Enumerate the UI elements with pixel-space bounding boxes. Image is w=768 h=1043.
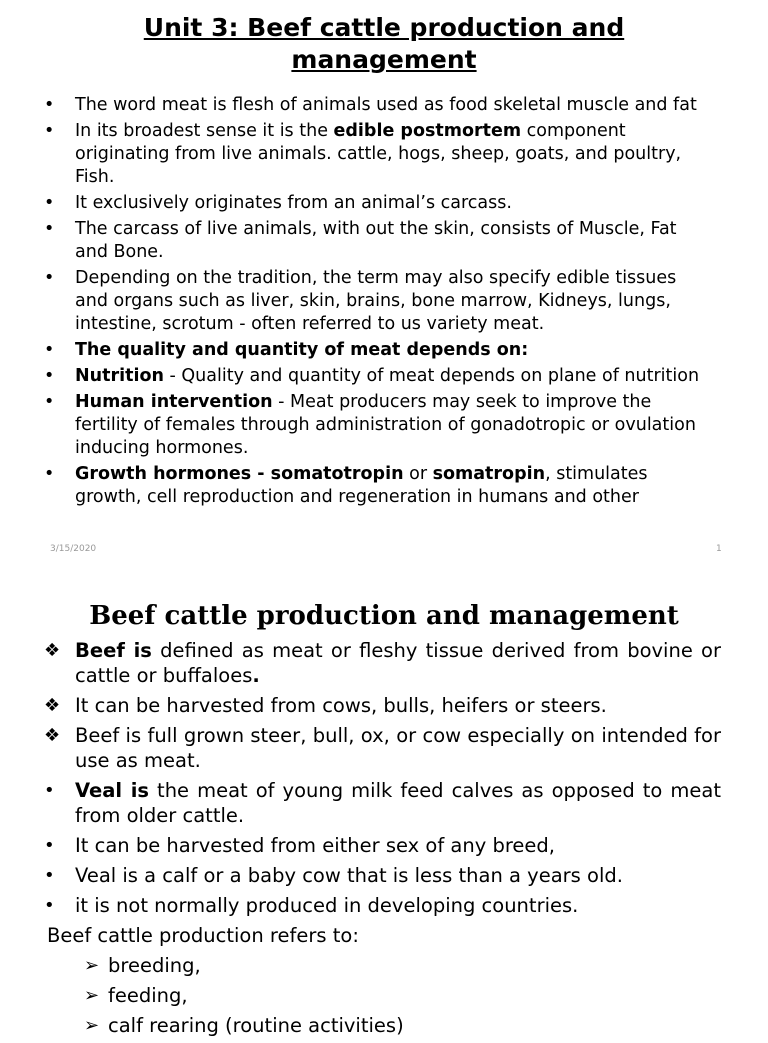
slide-number: 1 — [716, 544, 722, 554]
slide-1-title-line-2: management — [291, 45, 477, 74]
diamond-bullet-icon: ❖ — [44, 640, 61, 661]
list-item: • Growth hormones - somatotropin or somatropin, stimulates growth, cell reproduction and regeneration in humans and other — [44, 464, 648, 507]
diamond-bullet-icon: ❖ — [44, 725, 61, 746]
list-item: • Veal is a calf or a baby cow that is less than a years old. — [44, 864, 623, 887]
bullet-icon: • — [44, 392, 55, 412]
arrow-bullet-icon: ➢ — [84, 955, 100, 976]
list-item: • It exclusively originates from an animal’s carcass. — [44, 193, 512, 213]
list-item: • The carcass of live animals, with out the skin, consists of Muscle, Fat and Bone. — [44, 219, 677, 262]
list-item: ➢ calf rearing (routine activities) — [84, 1014, 404, 1037]
slide-1-title — [0, 12, 768, 76]
arrow-bullet-icon: ➢ — [84, 985, 100, 1006]
list-item: ❖ It can be harvested from cows, bulls, heifers or steers. — [44, 694, 607, 717]
list-item: ❖ Beef is defined as meat or fleshy tissue derived from bovine or cattle or buffaloes. — [44, 639, 721, 687]
bullet-icon: • — [44, 780, 55, 801]
list-item: • The quality and quantity of meat depends on: — [44, 340, 529, 360]
slide-2-bullet-list — [0, 638, 768, 1043]
slide-2-title: Beef cattle production and management — [89, 601, 679, 631]
slide-1-bullet-list — [0, 94, 768, 512]
list-item: • In its broadest sense it is the edible postmortem component originating from live animals. cattle, hogs, sheep, goats, and poultry, Fish. — [44, 121, 682, 187]
list-item: • The word meat is flesh of animals used as food skeletal muscle and fat — [44, 95, 697, 115]
diamond-bullet-icon: ❖ — [44, 695, 61, 716]
list-item: ➢ feeding, — [84, 984, 188, 1007]
list-item: • Nutrition - Quality and quantity of meat depends on plane of nutrition — [44, 366, 700, 386]
slide-footer-date: 3/15/2020 — [50, 544, 97, 554]
list-item: • Human intervention - Meat producers may seek to improve the fertility of females through administration of gonadotropic or ovulation inducing hormones. — [44, 392, 696, 458]
bullet-icon: • — [44, 835, 55, 856]
bullet-icon: • — [44, 95, 55, 115]
intro-text: Beef cattle production refers to: — [47, 924, 359, 947]
bullet-icon: • — [44, 193, 55, 213]
list-item: ❖ Beef is full grown steer, bull, ox, or cow especially on intended for use as meat. — [44, 724, 721, 772]
bullet-icon: • — [44, 121, 55, 141]
slide-1-title-line-1: Unit 3: Beef cattle production and — [143, 13, 625, 42]
slide-2 — [0, 588, 768, 1037]
bullet-icon: • — [44, 865, 55, 886]
bullet-icon: • — [44, 219, 55, 239]
bullet-icon: • — [44, 895, 55, 916]
bullet-icon: • — [44, 464, 55, 484]
arrow-bullet-icon: ➢ — [84, 1015, 100, 1036]
list-item: • Veal is the meat of young milk feed calves as opposed to meat from older cattle. — [44, 779, 721, 827]
list-item: • It can be harvested from either sex of any breed, — [44, 834, 555, 857]
bullet-icon: • — [44, 340, 55, 360]
list-item: • it is not normally produced in developing countries. — [44, 894, 579, 917]
list-item: • Depending on the tradition, the term may also specify edible tissues and organs such as liver, skin, brains, bone marrow, Kidneys, lungs, intestine, scrotum - often referred to us variety meat. — [44, 268, 677, 334]
bullet-icon: • — [44, 366, 55, 386]
bullet-icon: • — [44, 268, 55, 288]
list-item: ➢ breeding, — [84, 954, 201, 977]
